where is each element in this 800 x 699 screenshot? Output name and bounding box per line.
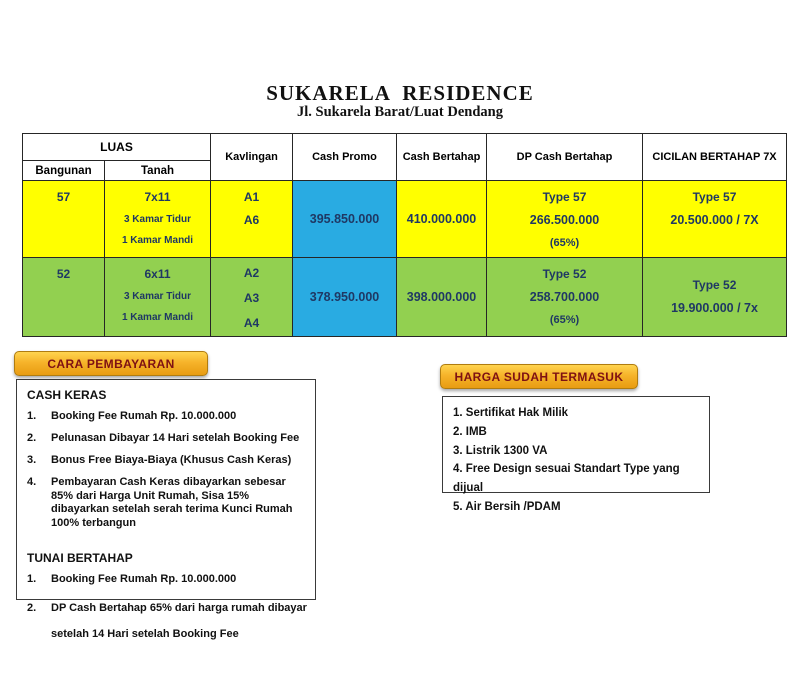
table-row-type52 [23,258,787,337]
cash-keras-list [27,410,307,530]
included-banner-label: HARGA SUDAH TERMASUK [454,369,624,384]
cicilan-amount: 20.500.000 / 7X [670,213,759,227]
list-item: 3. Listrik 1300 VA [453,444,548,457]
list-item [27,476,307,530]
item-number: 1. [27,572,37,585]
tanah-size: 6x11 [144,267,171,281]
item-number: 3. [27,454,37,466]
list-item: 2. IMB [453,425,487,438]
cash-keras-title: CASH KERAS [27,388,107,402]
tunai-bertahap-list [27,573,307,647]
tanah-baths: 1 Kamar Mandi [121,235,194,246]
header-cicilan: CICILAN BERTAHAP 7X [643,134,787,181]
list-item [27,432,307,446]
header-tanah: Tanah [105,161,211,181]
cell-cash-promo [293,258,397,337]
bangunan-value: 52 [56,267,71,281]
cell-tanah [105,258,211,337]
included-list [453,404,703,517]
cicilan-amount: 19.900.000 / 7x [671,301,758,315]
tanah-size: 7x11 [144,190,171,204]
kavlingan-item: A2 [243,266,260,280]
tanah-baths: 1 Kamar Mandi [121,312,194,323]
payment-banner [14,351,208,376]
cell-dp-cash-bertahap [487,258,643,337]
bangunan-value: 57 [56,190,71,204]
cell-tanah [105,181,211,258]
item-text: Booking Fee Rumah Rp. 10.000.000 [51,572,237,585]
cell-dp-cash-bertahap [487,181,643,258]
item-text: Pembayaran Cash Keras dibayarkan sebesar 85% dari Harga Unit Rumah, Sisa 15% dibayarkan setelah serah terima Kunci Rumah 100% terbangun [51,476,293,529]
cell-cash-bertahap [397,181,487,258]
page-title: SUKARELA RESIDENCE [266,81,534,105]
list-item: 5. Air Bersih /PDAM [453,500,561,513]
cicilan-type: Type 57 [692,190,737,204]
item-number: 2. [27,432,37,444]
cell-cicilan [643,181,787,258]
cash-promo-value: 395.850.000 [309,212,380,226]
list-item [27,595,307,647]
cell-cash-bertahap [397,258,487,337]
kavlingan-item: A4 [243,316,260,330]
payment-box [16,379,316,640]
header-bangunan: Bangunan [23,161,105,181]
cell-kavlingan [211,181,293,258]
list-item [27,573,307,587]
price-table [22,133,787,337]
cash-bertahap-value: 398.000.000 [406,290,477,304]
item-number: 1. [27,410,37,422]
list-item [27,454,307,468]
tanah-beds: 3 Kamar Tidur [123,214,192,225]
list-item: 1. Sertifikat Hak Milik [453,407,569,419]
dp-percent: (65%) [549,314,580,326]
cell-kavlingan [211,258,293,337]
dp-type: Type 52 [542,267,587,281]
tanah-beds: 3 Kamar Tidur [123,291,192,302]
cash-bertahap-value: 410.000.000 [406,212,477,226]
included-box [442,396,710,513]
cicilan-type: Type 52 [692,278,737,292]
cell-bangunan [23,258,105,337]
header-cash-promo: Cash Promo [293,134,397,181]
table-row-type57 [23,181,787,258]
item-text: Bonus Free Biaya-Biaya (Khusus Cash Keras) [51,454,292,466]
header-kavlingan: Kavlingan [211,134,293,181]
dp-type: Type 57 [542,190,587,204]
list-item [27,410,307,424]
kavlingan-item: A6 [243,213,260,227]
kavlingan-item: A1 [243,190,260,204]
kavlingan-item: A3 [243,291,260,305]
header-dp-cash-bertahap: DP Cash Bertahap [487,134,643,181]
item-text: Pelunasan Dibayar 14 Hari setelah Booking Fee [51,432,300,444]
cell-cash-promo [293,181,397,258]
dp-amount: 266.500.000 [529,213,600,227]
list-item: 4. Free Design sesuai Standart Type yang dijual [453,463,680,495]
payment-banner-label: CARA PEMBAYARAN [47,356,175,371]
header-luas: LUAS [23,134,211,161]
item-number: 2. [27,601,37,614]
dp-amount: 258.700.000 [529,290,600,304]
cell-bangunan [23,181,105,258]
cash-promo-value: 378.950.000 [309,290,380,304]
item-number: 4. [27,476,37,488]
item-text: Booking Fee Rumah Rp. 10.000.000 [51,410,237,422]
cell-cicilan [643,258,787,337]
header-cash-bertahap: Cash Bertahap [397,134,487,181]
page-subtitle: Jl. Sukarela Barat/Luat Dendang [297,104,503,120]
dp-percent: (65%) [549,237,580,249]
item-text: DP Cash Bertahap 65% dari harga rumah dibayar setelah 14 Hari setelah Booking Fee [51,601,307,640]
tunai-bertahap-title: TUNAI BERTAHAP [27,550,133,565]
included-banner [440,364,638,389]
spacer [27,539,307,551]
